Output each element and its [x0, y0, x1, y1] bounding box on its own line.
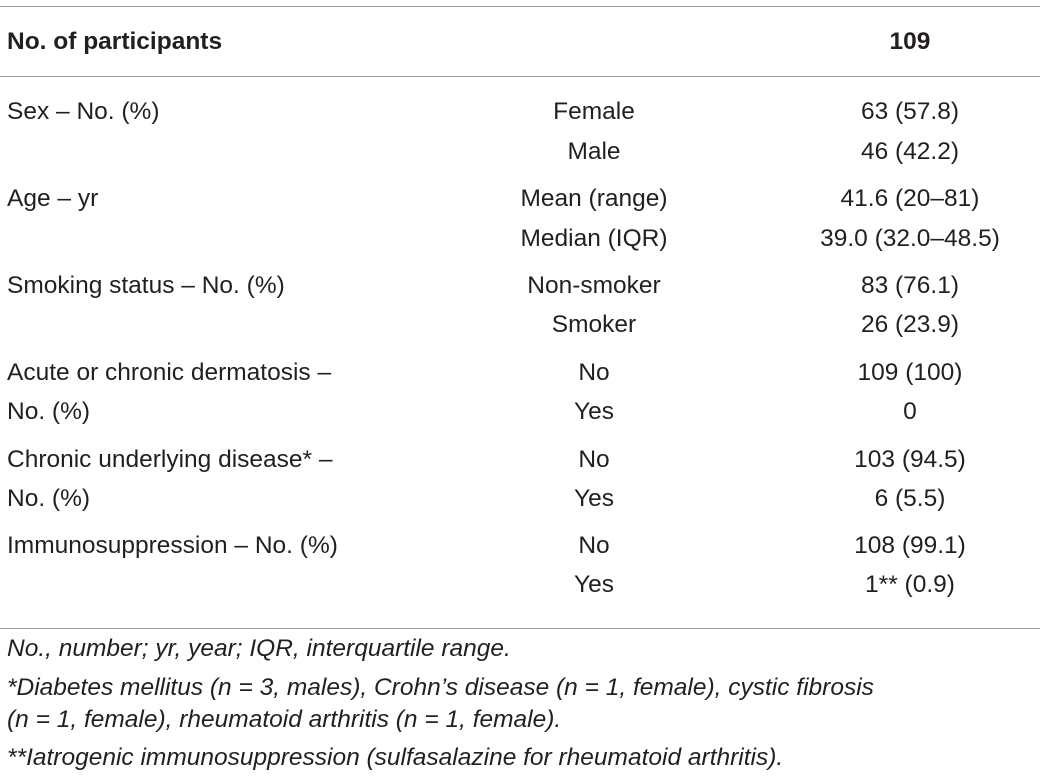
row-chronic-disease-label-line-1: Chronic underlying disease* –	[7, 446, 333, 473]
row-sex-value-1: 63 (57.8)	[860, 98, 960, 125]
table-top-rule	[0, 6, 1040, 7]
row-smoking-value-1: 83 (76.1)	[860, 272, 960, 299]
row-dermatosis-category-2: Yes	[574, 398, 614, 425]
footnote-double-asterisk: **Iatrogenic immunosuppression (sulfasalazine for rheumatoid arthritis).	[7, 744, 784, 771]
row-smoking-value-2: 26 (23.9)	[860, 311, 960, 338]
row-smoking-category-1: Non-smoker	[527, 272, 661, 299]
header-label: No. of participants	[7, 28, 223, 55]
footnote-single-asterisk-line-2: (n = 1, female), rheumatoid arthritis (n = 1, female).	[7, 706, 562, 733]
row-sex-category-1: Female	[553, 98, 635, 125]
row-dermatosis-value-2: 0	[903, 398, 917, 425]
row-immunosuppression-value-2: 1** (0.9)	[865, 571, 955, 598]
row-smoking-category-2: Smoker	[551, 311, 637, 338]
row-sex-value-2: 46 (42.2)	[860, 138, 960, 165]
row-sex-category-2: Male	[567, 138, 621, 165]
row-chronic-disease-value-1: 103 (94.5)	[854, 446, 966, 473]
header-participant-count: 109	[889, 28, 931, 55]
row-age-category-1: Mean (range)	[520, 185, 668, 212]
row-age-category-2: Median (IQR)	[520, 225, 668, 252]
row-age-value-1: 41.6 (20–81)	[840, 185, 980, 212]
row-immunosuppression-value-1: 108 (99.1)	[854, 532, 966, 559]
row-age-label: Age – yr	[7, 185, 99, 212]
row-immunosuppression-category-2: Yes	[574, 571, 614, 598]
row-dermatosis-category-1: No	[578, 359, 610, 386]
row-sex-label: Sex – No. (%)	[7, 98, 160, 125]
row-chronic-disease-label-line-2: No. (%)	[7, 485, 91, 512]
row-dermatosis-label-line-1: Acute or chronic dermatosis –	[7, 359, 332, 386]
row-dermatosis-label-line-2: No. (%)	[7, 398, 91, 425]
row-immunosuppression-label: Immunosuppression – No. (%)	[7, 532, 338, 559]
header-rule	[0, 76, 1040, 77]
row-chronic-disease-category-2: Yes	[574, 485, 614, 512]
row-chronic-disease-category-1: No	[578, 446, 610, 473]
footnote-abbreviations: No., number; yr, year; IQR, interquartile range.	[7, 635, 511, 662]
row-dermatosis-value-1: 109 (100)	[857, 359, 963, 386]
table-bottom-rule	[0, 628, 1040, 629]
footnote-single-asterisk-line-1: *Diabetes mellitus (n = 3, males), Crohn’s disease (n = 1, female), cystic fibrosis	[7, 674, 874, 701]
row-smoking-label: Smoking status – No. (%)	[7, 272, 285, 299]
row-age-value-2: 39.0 (32.0–48.5)	[820, 225, 1000, 252]
row-immunosuppression-category-1: No	[578, 532, 610, 559]
row-chronic-disease-value-2: 6 (5.5)	[874, 485, 946, 512]
